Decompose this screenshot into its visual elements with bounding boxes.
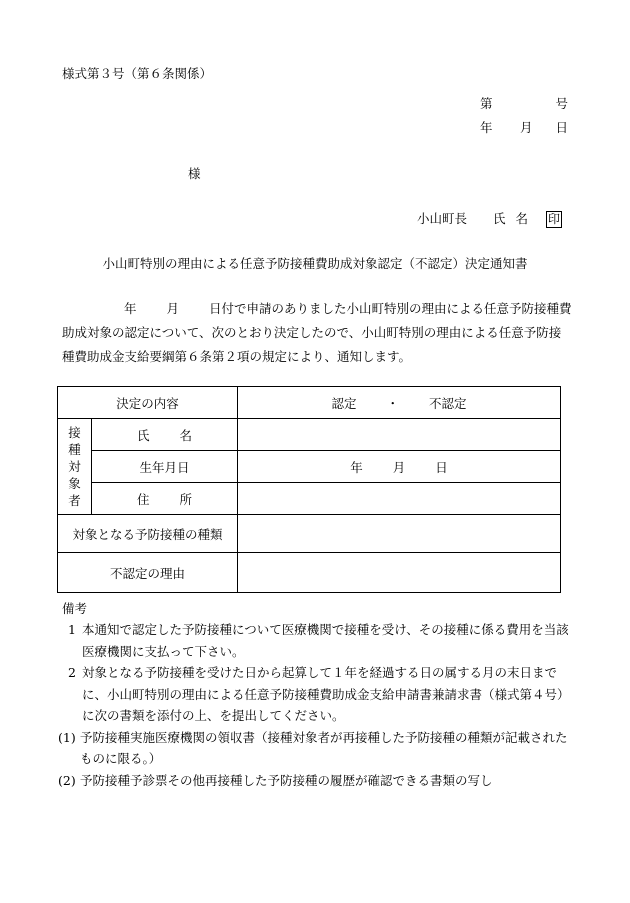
- note-subitem: (2) 予防接種予診票その他再接種した予防接種の履歴が確認できる書類の写し: [58, 772, 493, 788]
- notes-heading: 備考: [62, 601, 88, 616]
- name-value: [238, 419, 561, 451]
- name-label: 氏 名: [92, 419, 238, 451]
- birth-value: 年 月 日: [238, 451, 561, 483]
- option-separator: ・: [386, 395, 400, 411]
- approve-option: 認定: [331, 395, 357, 411]
- issuer-name-label-1: 氏: [493, 211, 506, 226]
- body-text: 日付で申請のありました小山町特別の理由による任意予防接種費助成対象の認定について、次のとおり決定したので、小山町特別の理由による任意予防接種費助成金支給要綱第６条第２項の規定により、通知します。: [62, 301, 572, 364]
- addressee: 様: [188, 166, 201, 181]
- vaccine-label: 対象となる予防接種の種類: [58, 515, 238, 553]
- body-month: 月: [166, 301, 180, 316]
- issuer-title: 小山町長: [417, 211, 468, 226]
- address-value: [238, 483, 561, 515]
- number-suffix: 号: [555, 96, 568, 111]
- decision-value: [238, 387, 561, 419]
- issuer: [417, 209, 562, 228]
- reason-label: 不認定の理由: [58, 553, 238, 593]
- form-id: 様式第３号（第６条関係）: [62, 66, 213, 81]
- document-number: [480, 94, 568, 112]
- date-day: 日: [555, 120, 568, 135]
- reason-value: [238, 553, 561, 593]
- date-month: 月: [520, 120, 533, 135]
- date-year: 年: [480, 120, 493, 135]
- body-paragraph: [62, 297, 572, 369]
- note-item: 1 本通知で認定した予防接種について医療機関で接種を受け、その接種に係る費用を当該医療機関に支払って下さい。: [68, 622, 569, 659]
- note-subitem: (1) 予防接種実施医療機関の領収書（接種対象者が再接種した予防接種の種類が記載されたものに限る。）: [58, 729, 568, 766]
- decision-label: 決定の内容: [58, 387, 238, 419]
- note-item: 2 対象となる予防接種を受けた日から起算して１年を経過する日の属する月の末日までに、小山町特別の理由による任意予防接種費助成金支給申請書兼請求書（様式第４号）に次の書類を添付の上、を提出してください。: [68, 665, 570, 723]
- issuer-name-label-2: 名: [515, 211, 529, 226]
- document-title: 小山町特別の理由による任意予防接種費助成対象認定（不認定）決定通知書: [102, 256, 528, 271]
- birth-label: 生年月日: [92, 451, 238, 483]
- vaccine-value: [238, 515, 561, 553]
- notes-list: [58, 619, 572, 791]
- seal-mark: 印: [548, 212, 561, 226]
- reject-option: 不認定: [429, 395, 467, 411]
- number-prefix: 第: [480, 96, 493, 111]
- decision-table: [57, 386, 561, 593]
- address-label: 住 所: [92, 483, 238, 515]
- subject-label: 接 種 対 象 者: [58, 419, 92, 515]
- body-year: 年: [124, 301, 137, 316]
